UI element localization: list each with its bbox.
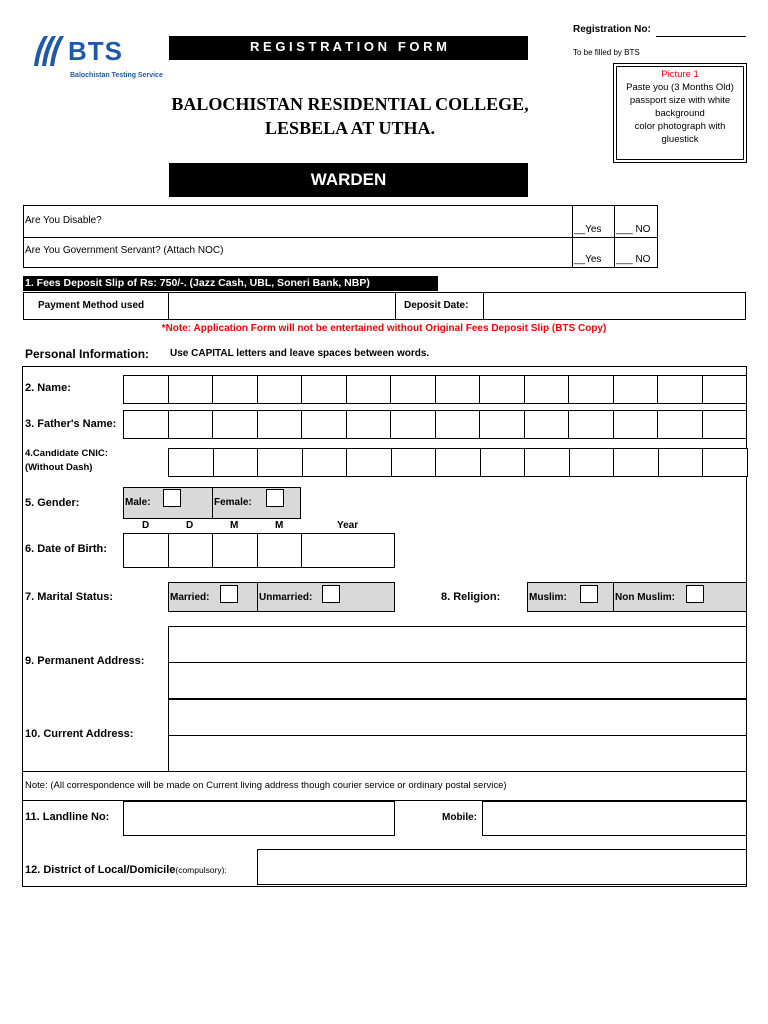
personal-info-instruction: Use CAPITAL letters and leave spaces between words.: [170, 348, 430, 359]
character-cell[interactable]: [302, 448, 348, 477]
father-name-label: 3. Father's Name:: [25, 418, 117, 430]
character-cell[interactable]: [257, 448, 303, 477]
disable-no-option[interactable]: ___ NO: [616, 224, 651, 235]
district-label-group: [25, 860, 227, 878]
character-cell[interactable]: [301, 410, 347, 439]
character-cell[interactable]: [346, 375, 392, 404]
dob-day-1: D: [142, 520, 150, 531]
disable-yes-option[interactable]: __Yes: [574, 224, 602, 235]
marital-status-label: 7. Marital Status:: [25, 591, 114, 603]
religion-label: 8. Religion:: [441, 591, 501, 603]
dob-day-2: D: [186, 520, 194, 531]
name-cells[interactable]: [123, 375, 747, 404]
character-cell[interactable]: [613, 375, 659, 404]
bts-logo: [30, 32, 163, 84]
payment-method-field[interactable]: [169, 293, 394, 319]
govt-yes-option[interactable]: __Yes: [574, 254, 602, 265]
logo-text: BTS: [68, 36, 123, 66]
character-cell[interactable]: [213, 448, 259, 477]
muslim-label: Muslim:: [529, 592, 567, 603]
female-checkbox[interactable]: [266, 489, 284, 507]
male-label: Male:: [125, 497, 151, 508]
college-title: [140, 92, 560, 140]
fees-note: *Note: Application Form will not be entertained without Original Fees Deposit Slip (BTS Copy): [161, 323, 607, 334]
character-cell[interactable]: [435, 410, 481, 439]
photo-line: background: [655, 108, 705, 119]
photo-line: passport size with white: [629, 95, 731, 106]
current-address-line-1[interactable]: [168, 699, 747, 736]
bts-swoosh-icon: [30, 34, 70, 68]
married-label: Married:: [170, 592, 210, 603]
registration-banner-text: R E G I S T R A T I O N F O R M: [250, 39, 447, 54]
character-cell[interactable]: [257, 375, 303, 404]
character-cell[interactable]: [123, 410, 169, 439]
character-cell[interactable]: [702, 448, 748, 477]
logo-subtitle: Balochistan Testing Service: [70, 72, 163, 79]
character-cell[interactable]: [390, 410, 436, 439]
photo-line: Paste you (3 Months Old): [626, 82, 734, 93]
govt-no-option[interactable]: ___ NO: [616, 254, 651, 265]
mobile-label: Mobile:: [442, 812, 477, 823]
payment-method-label: Payment Method used: [38, 300, 145, 311]
female-label: Female:: [214, 497, 252, 508]
photo-title: Picture 1: [661, 69, 699, 80]
govt-question: Are You Government Servant? (Attach NOC): [25, 245, 224, 256]
mobile-field[interactable]: [482, 801, 747, 836]
character-cell[interactable]: [702, 410, 748, 439]
character-cell[interactable]: [168, 410, 214, 439]
disable-question: Are You Disable?: [25, 215, 102, 226]
registration-no-label: Registration No:: [573, 24, 651, 35]
character-cell[interactable]: [435, 375, 481, 404]
character-cell[interactable]: [212, 375, 258, 404]
character-cell[interactable]: [524, 375, 570, 404]
district-field[interactable]: [257, 849, 747, 885]
character-cell[interactable]: [568, 375, 614, 404]
district-note: (compulsory):: [175, 865, 227, 875]
character-cell[interactable]: [568, 410, 614, 439]
character-cell[interactable]: [123, 375, 169, 404]
cnic-label-note: (Without Dash): [25, 462, 93, 473]
gender-label: 5. Gender:: [25, 497, 80, 509]
character-cell[interactable]: [524, 448, 570, 477]
character-cell[interactable]: [702, 375, 748, 404]
male-checkbox[interactable]: [163, 489, 181, 507]
non-muslim-checkbox[interactable]: [686, 585, 704, 603]
character-cell[interactable]: [301, 375, 347, 404]
non-muslim-label: Non Muslim:: [615, 592, 675, 603]
district-label: 12. District of Local/Domicile: [25, 864, 176, 876]
character-cell[interactable]: [390, 375, 436, 404]
character-cell[interactable]: [168, 375, 214, 404]
landline-label: 11. Landline No:: [25, 811, 110, 823]
character-cell[interactable]: [613, 448, 659, 477]
married-checkbox[interactable]: [220, 585, 238, 603]
permanent-address-label: 9. Permanent Address:: [25, 655, 145, 667]
college-title-line2: LESBELA AT UTHA.: [265, 118, 435, 138]
character-cell[interactable]: [257, 410, 303, 439]
unmarried-checkbox[interactable]: [322, 585, 340, 603]
cnic-label: 4.Candidate CNIC:: [25, 448, 108, 459]
current-address-label: 10. Current Address:: [25, 728, 134, 740]
character-cell[interactable]: [435, 448, 481, 477]
character-cell[interactable]: [346, 448, 392, 477]
deposit-date-label: Deposit Date:: [404, 300, 469, 311]
dob-month-1: M: [230, 520, 239, 531]
personal-info-title: Personal Information:: [25, 347, 150, 361]
character-cell[interactable]: [168, 448, 214, 477]
landline-field[interactable]: [123, 801, 395, 836]
dob-year-label: Year: [337, 520, 359, 531]
unmarried-label: Unmarried:: [259, 592, 313, 603]
character-cell[interactable]: [569, 448, 615, 477]
character-cell[interactable]: [613, 410, 659, 439]
character-cell[interactable]: [479, 375, 525, 404]
character-cell[interactable]: [346, 410, 392, 439]
character-cell[interactable]: [657, 375, 703, 404]
muslim-checkbox[interactable]: [580, 585, 598, 603]
character-cell[interactable]: [479, 410, 525, 439]
character-cell[interactable]: [391, 448, 437, 477]
photo-instructions: [616, 68, 744, 146]
college-title-line1: BALOCHISTAN RESIDENTIAL COLLEGE,: [171, 94, 529, 114]
character-cell[interactable]: [658, 448, 704, 477]
permanent-address-line-1[interactable]: [168, 626, 747, 663]
character-cell[interactable]: [524, 410, 570, 439]
character-cell[interactable]: [657, 410, 703, 439]
photo-line: gluestick: [661, 134, 699, 145]
character-cell[interactable]: [212, 410, 258, 439]
current-address-line-2[interactable]: [168, 735, 747, 772]
permanent-address-line-2[interactable]: [168, 662, 747, 699]
deposit-date-field[interactable]: [484, 293, 745, 319]
cnic-cells[interactable]: [168, 448, 748, 477]
correspondence-note: Note: (All correspondence will be made on Current living address though courier service or ordinary postal service): [25, 780, 507, 791]
dob-field[interactable]: [123, 533, 395, 568]
post-title: WARDEN: [310, 170, 387, 189]
character-cell[interactable]: [480, 448, 526, 477]
filled-by-bts: To be filled by BTS: [573, 48, 640, 57]
dob-month-2: M: [275, 520, 284, 531]
photo-line: color photograph with: [634, 121, 726, 132]
father-name-cells[interactable]: [123, 410, 747, 439]
registration-no-field[interactable]: [656, 36, 746, 37]
fees-header: 1. Fees Deposit Slip of Rs: 750/-. (Jazz Cash, UBL, Soneri Bank, NBP): [25, 277, 370, 289]
name-label: 2. Name:: [25, 382, 71, 394]
dob-label: 6. Date of Birth:: [25, 543, 107, 555]
